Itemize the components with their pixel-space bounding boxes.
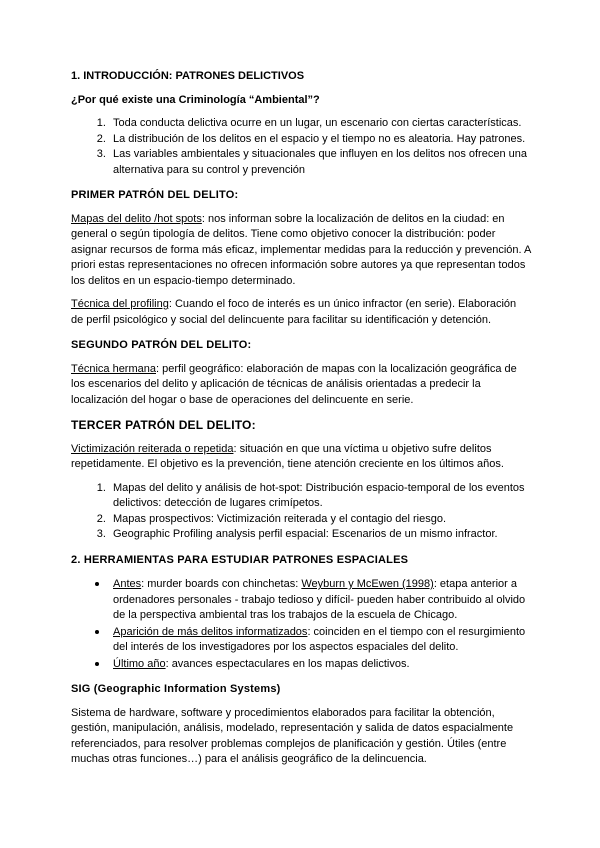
text: : etapa anterior a ordenadores personales - trabajo tedioso y difícil- pueden haber contribuido al olvido de la perspectiva ambiental tras los trabajos de la escuela de Chicago. xyxy=(113,578,526,621)
segundo-heading: SEGUNDO PATRÓN DEL DELITO: xyxy=(71,339,252,351)
document-title: 1. INTRODUCCIÓN: PATRONES DELICTIVOS xyxy=(71,70,305,82)
intro-list xyxy=(71,116,531,178)
tercer-list xyxy=(71,481,531,543)
sig-heading: SIG (Geographic Information Systems) xyxy=(71,683,281,695)
text: : murder boards con chinchetas: xyxy=(141,578,302,590)
document-content xyxy=(71,69,531,776)
text: : Cuando el foco de interés es un único infractor (en serie). Elaboración de perfil psicológico y social del delincuente para facilitar su identificación y detención. xyxy=(71,298,517,326)
term: Victimización reiterada o repetida xyxy=(71,442,234,455)
text: : perfil geográfico: elaboración de mapas con la localización geográfica de los escenarios del delito y aplicación de técnicas de análisis orientadas a predecir la localización del hogar o base de operaciones del delincuente en serie. xyxy=(71,362,517,406)
term: Mapas del delito /hot spots xyxy=(71,212,202,225)
primer-heading: PRIMER PATRÓN DEL DELITO: xyxy=(71,189,239,201)
list-item xyxy=(109,576,531,624)
text: : coinciden en el tiempo con el resurgimiento del interés de los investigadores por los aspectos espaciales del delito. xyxy=(113,625,526,653)
list-item xyxy=(109,624,531,656)
list-item xyxy=(109,656,531,673)
tercer-heading: TERCER PATRÓN DEL DELITO: xyxy=(71,418,256,432)
term: Técnica del profiling xyxy=(71,298,169,310)
primer-paragraph-2 xyxy=(71,297,531,328)
text: : nos informan sobre la localización de delitos en la ciudad: en general o según tipología de delitos. Tiene como objetivo conocer la distribución: poder asignar recursos de forma más eficaz, implementar medidas para la reducción y prevención. A priori estas representaciones no ofrecen información sobre autores ya que representan todos los delitos en un espacio-tiempo determinado. xyxy=(71,212,531,287)
segundo-paragraph-1 xyxy=(71,362,531,409)
sig-paragraph: Sistema de hardware, software y procedimientos elaborados para facilitar la obtención, gestión, manipulación, análisis, modelado, representación y salida de datos espacialmente referenciados, para resolver problemas complejos de planificación y gestión. Útiles (entre muchas otras funciones…) para el análisis geográfico de la delincuencia. xyxy=(71,706,514,765)
text: : avances espectaculares en los mapas delictivos. xyxy=(165,657,410,670)
text: : situación en que una víctima u objetivo sufre delitos repetidamente. El objetivo es la prevención, tiene atención creciente en los últimos años. xyxy=(71,442,504,470)
primer-paragraph-1 xyxy=(71,212,531,290)
herramientas-heading: 2. HERRAMIENTAS PARA ESTUDIAR PATRONES ESPACIALES xyxy=(71,553,409,566)
list-item: 1. Toda conducta delictiva ocurre en un lugar, un escenario con ciertas características. xyxy=(109,116,531,132)
reference: Weyburn y McEwen (1998) xyxy=(301,578,434,590)
term: Antes xyxy=(113,578,142,590)
list-item: 3. Las variables ambientales y situacionales que influyen en los delitos nos ofrecen una alternativa para su control y prevención xyxy=(109,147,531,178)
list-item: 1. Mapas del delito y análisis de hot-spot: Distribución espacio-temporal de los eventos delictivos: detección de lugares crimípetos. xyxy=(109,481,531,512)
term: Aparición de más delitos informatizados xyxy=(113,625,308,638)
term: Técnica hermana xyxy=(71,362,156,375)
list-item: 2. La distribución de los delitos en el espacio y el tiempo no es aleatoria. Hay patrones. xyxy=(109,132,531,148)
term: Último año xyxy=(113,657,166,670)
tercer-paragraph-1 xyxy=(71,442,531,473)
herramientas-list xyxy=(71,576,531,672)
question-heading: ¿Por qué existe una Criminología “Ambiental”? xyxy=(71,93,320,106)
list-item: 3. Geographic Profiling analysis perfil espacial: Escenarios de un mismo infractor. xyxy=(109,527,531,543)
list-item: 2. Mapas prospectivos: Victimización reiterada y el contagio del riesgo. xyxy=(109,512,531,528)
